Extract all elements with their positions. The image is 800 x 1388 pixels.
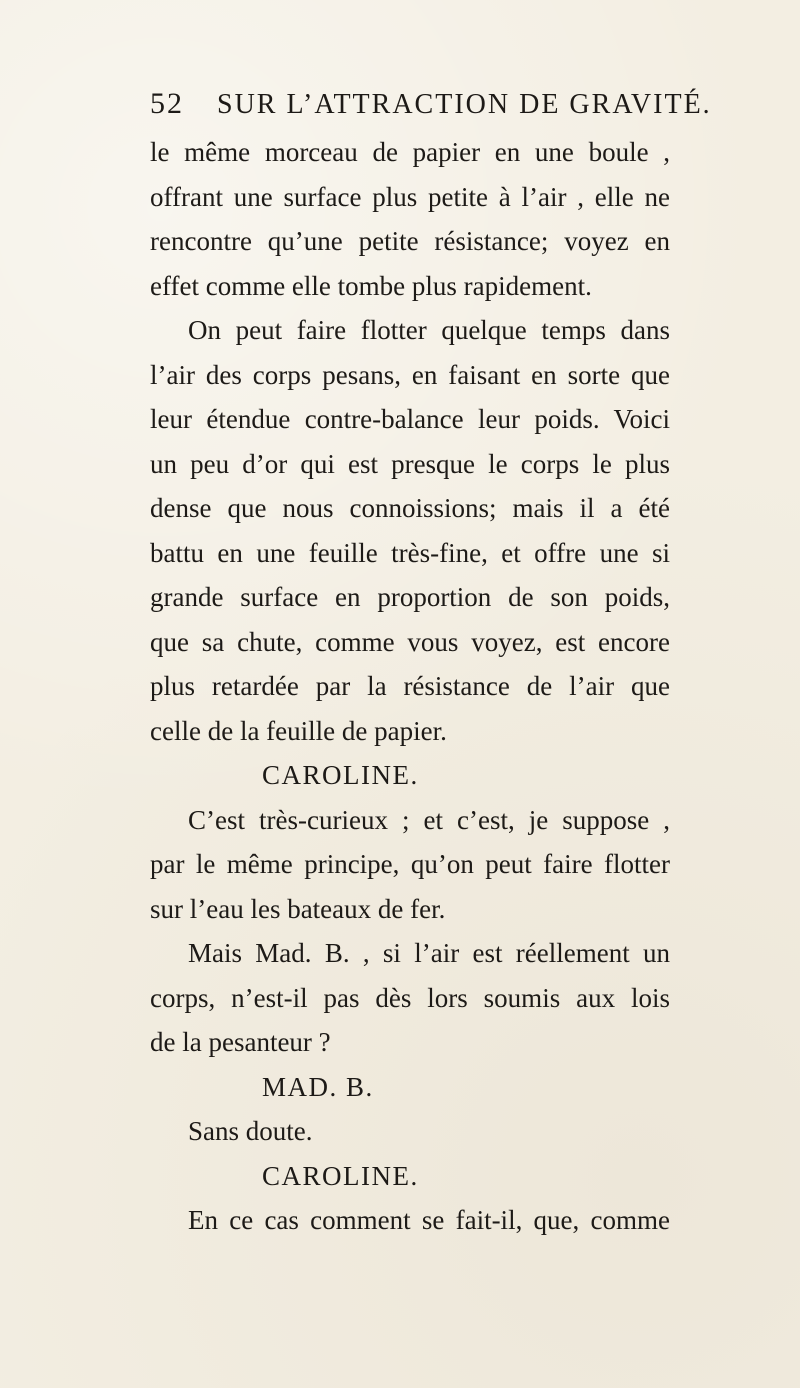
running-title: SUR L’ATTRACTION DE GRAVITÉ.: [217, 89, 712, 120]
text-line: un peu d’or qui est presque le corps le plus: [150, 448, 670, 479]
body-text: [150, 130, 670, 1243]
page-number: 52: [150, 87, 184, 120]
text-line: leur étendue contre-balance leur poids. Voici: [150, 404, 670, 434]
text-line: En ce cas comment se fait-il, que, comme: [188, 1205, 670, 1235]
text-line: On peut faire flotter quelque temps dans: [188, 315, 670, 345]
text-line: rencontre qu’une petite résistance; voyez en: [150, 226, 670, 256]
text-line: Mais Mad. B. , si l’air est réellement un: [188, 938, 670, 968]
text-line: de la pesanteur ?: [150, 1027, 331, 1057]
text-line: par le même principe, qu’on peut faire flotter: [150, 849, 670, 879]
text-line: l’air des corps pesans, en faisant en sorte que: [150, 359, 670, 390]
text-line: battu en une feuille très-fine, et offre une si: [150, 537, 670, 568]
text-line: corps, n’est-il pas dès lors soumis aux lois: [150, 982, 670, 1013]
text-line: dense que nous connoissions; mais il a été: [150, 493, 670, 523]
text-line: C’est très-curieux ; et c’est, je suppose ,: [188, 804, 670, 835]
text-line: le même morceau de papier en une boule ,: [150, 137, 670, 167]
text-line: que sa chute, comme vous voyez, est encore: [150, 626, 670, 657]
text-line: plus retardée par la résistance de l’air que: [150, 671, 670, 701]
speaker-heading: MAD. B.: [262, 1071, 374, 1102]
speaker-heading: CAROLINE.: [262, 1160, 419, 1191]
text-line: grande surface en proportion de son poids,: [150, 582, 670, 612]
text-line: effet comme elle tombe plus rapidement.: [150, 270, 592, 301]
page-header: [150, 86, 712, 122]
text-line: sur l’eau les bateaux de fer.: [150, 893, 446, 924]
text-line: Sans doute.: [188, 1116, 313, 1146]
text-line: offrant une surface plus petite à l’air , elle ne: [150, 181, 670, 212]
text-line: celle de la feuille de papier.: [150, 715, 447, 746]
speaker-heading: CAROLINE.: [262, 760, 419, 790]
